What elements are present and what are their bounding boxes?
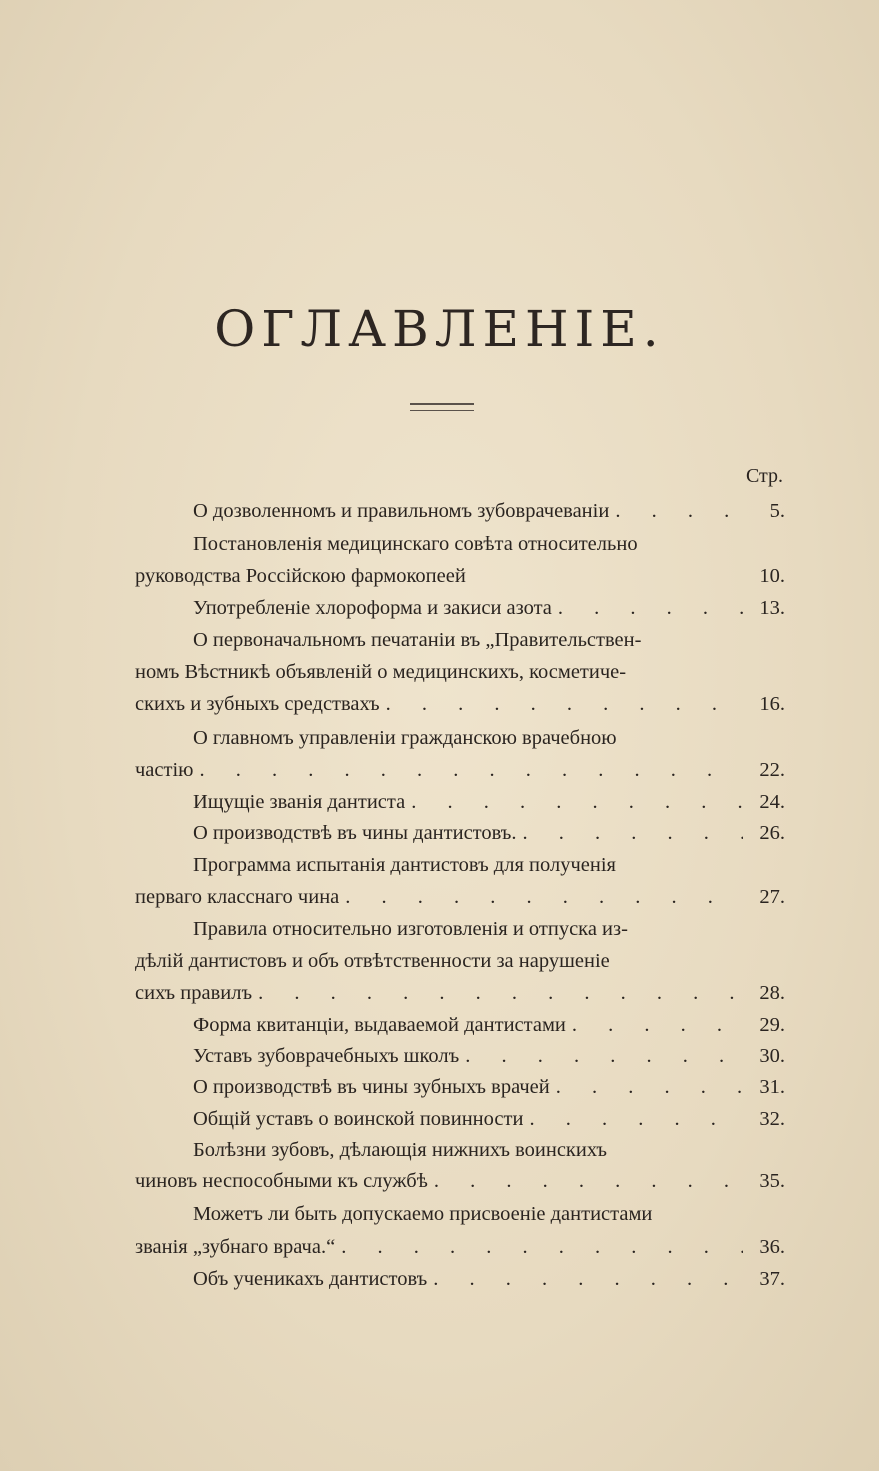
toc-page-number: 36. [759, 1236, 785, 1258]
toc-entry: О главномъ управленіи гражданскою врачебною [193, 727, 617, 749]
toc-entry: О первоначальномъ печатаніи въ „Правительствен- [193, 629, 642, 651]
toc-entry: номъ Вѣстникѣ объявленій о медицинскихъ, косметиче- [135, 661, 627, 683]
toc-entry: Объ ученикахъ дантистовъ . . . [193, 1263, 749, 1295]
toc-entry: О дозволенномъ и правильномъ зубоврачеваніи . . . [193, 495, 749, 527]
toc-entry: Постановленія медицинскаго совѣта относительно [193, 533, 638, 555]
toc-page-number: 27. [759, 886, 785, 908]
toc-page-number: 5. [769, 500, 785, 522]
page-title: ОГЛАВЛЕНІЕ. [214, 300, 665, 358]
toc-entry: Форма квитанціи, выдаваемой дантистами . . . [193, 1009, 749, 1041]
toc-page-number: 22. [759, 759, 785, 781]
toc-entry: Правила относительно изготовленія и отпуска из- [193, 918, 628, 940]
toc-entry: перваго класснаго чина . . . [135, 881, 749, 913]
toc-entry: званія „зубнаго врача.“ . . . [135, 1231, 749, 1263]
toc-entry: дѣлій дантистовъ и объ отвѣтственности за нарушеніе [135, 950, 610, 972]
toc-entry: чиновъ неспособными къ службѣ . . . [135, 1165, 749, 1197]
toc-page-number: 10. [759, 565, 785, 587]
toc-page-number: 24. [759, 791, 785, 813]
toc-entry: О производствѣ въ чины зубныхъ врачей . . . [193, 1071, 749, 1103]
toc-entry: О производствѣ въ чины дантистовъ. . . . [193, 817, 749, 849]
toc-page-number: 26. [759, 822, 785, 844]
toc-entry: частію . . . [135, 754, 749, 786]
toc-entry: скихъ и зубныхъ средствахъ . . . [135, 688, 749, 720]
toc-entry: Употребленіе хлороформа и закиси азота . . . [193, 592, 749, 624]
toc-entry: Программа испытанія дантистовъ для полученія [193, 854, 616, 876]
toc-entry: Общій уставъ о воинской повинности . . . [193, 1103, 749, 1135]
toc-page-number: 35. [759, 1170, 785, 1192]
toc-page-number: 37. [759, 1268, 785, 1290]
toc-entry: Можетъ ли быть допускаемо присвоеніе дантистами [193, 1203, 653, 1225]
toc-page-number: 30. [759, 1045, 785, 1067]
toc-entry: сихъ правилъ . . . [135, 977, 749, 1009]
toc-page-number: 32. [759, 1108, 785, 1130]
toc-page-number: 16. [759, 693, 785, 715]
toc-page-number: 28. [759, 982, 785, 1004]
page-column-header: Стр. [745, 465, 783, 487]
toc-entry: Болѣзни зубовъ, дѣлающія нижнихъ воинскихъ [193, 1139, 607, 1161]
toc-entry: руководства Россійскою фармокопеей [135, 565, 466, 587]
toc-page-number: 13. [759, 597, 785, 619]
toc-entry: Уставъ зубоврачебныхъ школъ . . . [193, 1040, 749, 1072]
toc-page-number: 29. [759, 1014, 785, 1036]
toc-page-number: 31. [759, 1076, 785, 1098]
toc-entry: Ищущіе званія дантиста . . . [193, 786, 749, 818]
